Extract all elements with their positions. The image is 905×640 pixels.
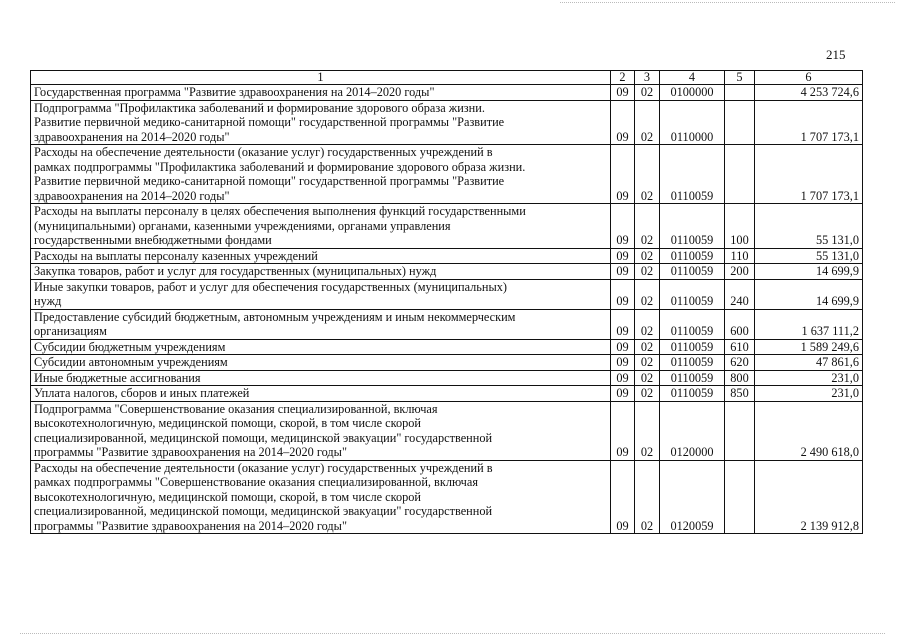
row-name-cell: Государственная программа "Развитие здравоохранения на 2014–2020 годы"	[31, 85, 611, 101]
budget-table-body	[31, 71, 863, 534]
subsection-code-cell: 02	[635, 386, 660, 402]
section-code-cell: 09	[611, 248, 635, 264]
row-name-cell: Расходы на выплаты персоналу в целях обеспечения выполнения функций государственными (муниципальными) органами, казенными учреждениями, органами управления государственными внебюджетными фондами	[31, 204, 611, 249]
table-row	[31, 355, 863, 371]
subsection-code-cell: 02	[635, 264, 660, 280]
target-article-cell: 0110059	[660, 145, 725, 204]
expense-type-cell: 600	[725, 309, 755, 339]
section-code-cell: 09	[611, 339, 635, 355]
page-number: 215	[826, 47, 846, 62]
row-name-cell: Уплата налогов, сборов и иных платежей	[31, 386, 611, 402]
amount-cell: 55 131,0	[755, 204, 863, 249]
section-code-cell: 09	[611, 279, 635, 309]
row-name-cell: Подпрограмма "Совершенствование оказания специализированной, включая высокотехнологичную, медицинской помощи, скорой, в том числе скорой специализированной, медицинской помощи, медицинской эвакуации" государственной программы "Развитие здравоохранения на 2014–2020 годы"	[31, 401, 611, 460]
amount-cell: 1 589 249,6	[755, 339, 863, 355]
header-cell-3: 3	[635, 71, 660, 85]
subsection-code-cell: 02	[635, 204, 660, 249]
section-code-cell: 09	[611, 309, 635, 339]
subsection-code-cell: 02	[635, 355, 660, 371]
section-code-cell: 09	[611, 100, 635, 145]
header-cell-4: 4	[660, 71, 725, 85]
table-row	[31, 279, 863, 309]
row-name-cell: Подпрограмма "Профилактика заболеваний и формирование здорового образа жизни. Развитие первичной медико-санитарной помощи" государственной программы "Развитие здравоохранения на 2014–2020 годы"	[31, 100, 611, 145]
subsection-code-cell: 02	[635, 100, 660, 145]
amount-cell: 14 699,9	[755, 264, 863, 280]
section-code-cell: 09	[611, 85, 635, 101]
table-row	[31, 309, 863, 339]
row-name-cell: Иные бюджетные ассигнования	[31, 370, 611, 386]
target-article-cell: 0110059	[660, 386, 725, 402]
amount-cell: 2 490 618,0	[755, 401, 863, 460]
amount-cell: 47 861,6	[755, 355, 863, 371]
scan-edge-bottom	[20, 633, 885, 635]
target-article-cell: 0110059	[660, 204, 725, 249]
section-code-cell: 09	[611, 460, 635, 534]
row-name-cell: Расходы на обеспечение деятельности (оказание услуг) государственных учреждений в рамках подпрограммы "Профилактика заболеваний и формирование здорового образа жизни. Развитие первичной медико-санитарной помощи" государственной программы "Развитие здравоохранения на 2014–2020 годы"	[31, 145, 611, 204]
subsection-code-cell: 02	[635, 85, 660, 101]
expense-type-cell: 100	[725, 204, 755, 249]
amount-cell: 55 131,0	[755, 248, 863, 264]
row-name-cell: Расходы на обеспечение деятельности (оказание услуг) государственных учреждений в рамках подпрограммы "Совершенствование оказания специализированной, включая высокотехнологичную, медицинской помощи, скорой, в том числе скорой специализированной, медицинской помощи, медицинской эвакуации" государственной программы "Развитие здравоохранения на 2014–2020 годы"	[31, 460, 611, 534]
expense-type-cell: 610	[725, 339, 755, 355]
section-code-cell: 09	[611, 204, 635, 249]
row-name-cell: Расходы на выплаты персоналу казенных учреждений	[31, 248, 611, 264]
expense-type-cell: 240	[725, 279, 755, 309]
expense-type-cell: 200	[725, 264, 755, 280]
subsection-code-cell: 02	[635, 309, 660, 339]
amount-cell: 4 253 724,6	[755, 85, 863, 101]
expense-type-cell	[725, 100, 755, 145]
table-row	[31, 460, 863, 534]
row-name-cell: Закупка товаров, работ и услуг для государственных (муниципальных) нужд	[31, 264, 611, 280]
subsection-code-cell: 02	[635, 145, 660, 204]
expense-type-cell	[725, 85, 755, 101]
header-cell-2: 2	[611, 71, 635, 85]
target-article-cell: 0120000	[660, 401, 725, 460]
expense-type-cell: 850	[725, 386, 755, 402]
section-code-cell: 09	[611, 370, 635, 386]
amount-cell: 1 707 173,1	[755, 145, 863, 204]
table-row	[31, 100, 863, 145]
expense-type-cell: 110	[725, 248, 755, 264]
target-article-cell: 0120059	[660, 460, 725, 534]
budget-table	[30, 70, 863, 534]
header-row	[31, 71, 863, 85]
target-article-cell: 0110000	[660, 100, 725, 145]
expense-type-cell	[725, 145, 755, 204]
subsection-code-cell: 02	[635, 370, 660, 386]
target-article-cell: 0110059	[660, 264, 725, 280]
amount-cell: 1 637 111,2	[755, 309, 863, 339]
expense-type-cell	[725, 460, 755, 534]
target-article-cell: 0110059	[660, 248, 725, 264]
amount-cell: 14 699,9	[755, 279, 863, 309]
header-cell-5: 5	[725, 71, 755, 85]
target-article-cell: 0100000	[660, 85, 725, 101]
section-code-cell: 09	[611, 386, 635, 402]
amount-cell: 231,0	[755, 386, 863, 402]
row-name-cell: Субсидии автономным учреждениям	[31, 355, 611, 371]
subsection-code-cell: 02	[635, 401, 660, 460]
target-article-cell: 0110059	[660, 279, 725, 309]
table-row	[31, 85, 863, 101]
section-code-cell: 09	[611, 145, 635, 204]
section-code-cell: 09	[611, 264, 635, 280]
table-row	[31, 370, 863, 386]
row-name-cell: Субсидии бюджетным учреждениям	[31, 339, 611, 355]
table-row	[31, 386, 863, 402]
header-cell-6: 6	[755, 71, 863, 85]
row-name-cell: Иные закупки товаров, работ и услуг для обеспечения государственных (муниципальных) нужд	[31, 279, 611, 309]
row-name-cell: Предоставление субсидий бюджетным, автономным учреждениям и иным некоммерческим организациям	[31, 309, 611, 339]
expense-type-cell	[725, 401, 755, 460]
target-article-cell: 0110059	[660, 339, 725, 355]
expense-type-cell: 800	[725, 370, 755, 386]
amount-cell: 231,0	[755, 370, 863, 386]
amount-cell: 1 707 173,1	[755, 100, 863, 145]
scan-edge-top	[560, 2, 895, 4]
table-row	[31, 401, 863, 460]
subsection-code-cell: 02	[635, 279, 660, 309]
table-row	[31, 248, 863, 264]
header-cell-1: 1	[31, 71, 611, 85]
table-row	[31, 145, 863, 204]
table-row	[31, 264, 863, 280]
table-row	[31, 339, 863, 355]
section-code-cell: 09	[611, 401, 635, 460]
subsection-code-cell: 02	[635, 248, 660, 264]
subsection-code-cell: 02	[635, 339, 660, 355]
target-article-cell: 0110059	[660, 309, 725, 339]
table-row	[31, 204, 863, 249]
target-article-cell: 0110059	[660, 355, 725, 371]
subsection-code-cell: 02	[635, 460, 660, 534]
target-article-cell: 0110059	[660, 370, 725, 386]
section-code-cell: 09	[611, 355, 635, 371]
expense-type-cell: 620	[725, 355, 755, 371]
amount-cell: 2 139 912,8	[755, 460, 863, 534]
